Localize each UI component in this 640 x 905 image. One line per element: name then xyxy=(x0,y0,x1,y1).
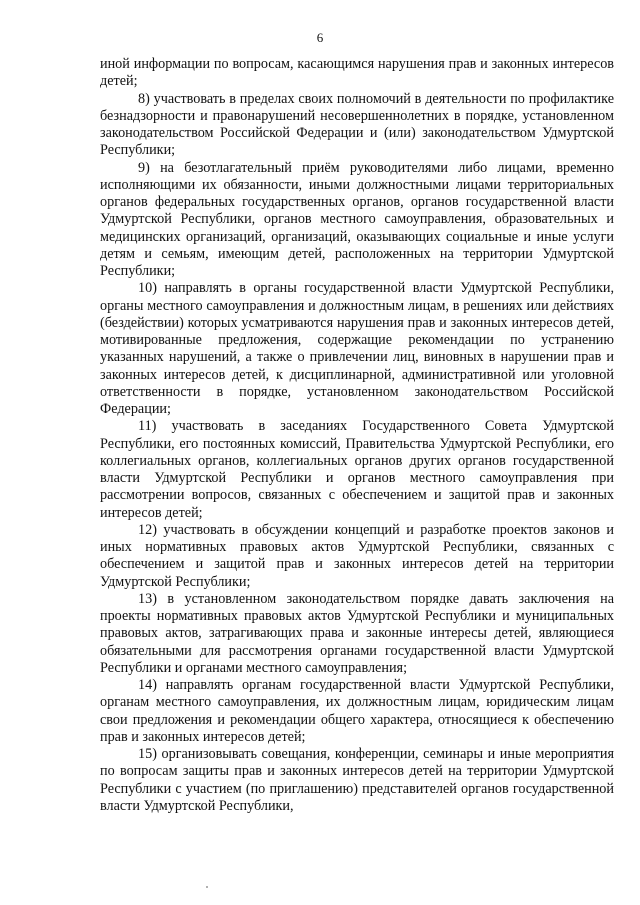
paragraph-item-12: 12) участвовать в обсуждении концепций и разработке проектов законов и иных нормативных правовых актов Удмуртской Республики, связанных с обеспечением и защитой прав и законных интересов детей на территории Удмуртской Республики; xyxy=(100,521,614,590)
paragraph-item-8: 8) участвовать в пределах своих полномочий в деятельности по профилактике безнадзорности и правонарушений несовершеннолетних в порядке, установленном законодательством Российской Федерации и (или) законодательством Удмуртской Республики; xyxy=(100,90,614,159)
paragraph-continuation: иной информации по вопросам, касающимся нарушения прав и законных интересов детей; xyxy=(100,56,614,90)
paragraph-item-10: 10) направлять в органы государственной власти Удмуртской Республики, органы местного самоуправления и должностным лицам, в решениях или действиях (бездействии) которых усматриваются нарушения прав и законных интересов детей, мотивированные предложения, содержащие рекомендации по устранению указанных нарушений, а также о привлечении лиц, виновных в нарушении прав и законных интересов детей, к дисциплинарной, административной или уголовной ответственности в порядке, установленном законодательством Российской Федерации; xyxy=(100,280,614,417)
paragraph-item-13: 13) в установленном законодательством порядке давать заключения на проекты нормативных правовых актов Удмуртской Республики и муниципальных правовых актов, затрагивающих права и законные интересы детей, являющиеся обязательными для рассмотрения органами государственной власти Удмуртской Республики и органами местного самоуправления; xyxy=(100,590,614,676)
page-number: 6 xyxy=(316,30,324,45)
paragraph-item-15: 15) организовывать совещания, конференции, семинары и иные мероприятия по вопросам защиты прав и законных интересов детей на территории Удмуртской Республики с участием (по приглашению) представителей органов государственной власти Удмуртской Республики, xyxy=(100,746,614,814)
scan-artifact xyxy=(206,886,208,888)
paragraph-item-9: 9) на безотлагательный приём руководителями либо лицами, временно исполняющими их обязанности, иными должностными лицами территориальных органов федеральных государственных органов, органов государственной власти Удмуртской Республики, органов местного самоуправления, образовательных и медицинских организаций, организаций, оказывающих социальные и иные услуги детям и семьям, имеющим детей, расположенных на территории Удмуртской Республики; xyxy=(100,159,614,279)
paragraph-item-11: 11) участвовать в заседаниях Государственного Совета Удмуртской Республики, его постоянных комиссий, Правительства Удмуртской Республики, его коллегиальных органов, коллегиальных органов других органов государственной власти Удмуртской Республики и органов местного самоуправления при рассмотрении вопросов, связанных с обеспечением и защитой прав и законных интересов детей; xyxy=(100,418,614,521)
paragraph-item-14: 14) направлять органам государственной власти Удмуртской Республики, органам местного самоуправления, их должностным лицам, юридическим лицам свои предложения и рекомендации общего характера, относящиеся к обеспечению прав и законных интересов детей; xyxy=(100,677,614,745)
document-body xyxy=(100,56,614,815)
